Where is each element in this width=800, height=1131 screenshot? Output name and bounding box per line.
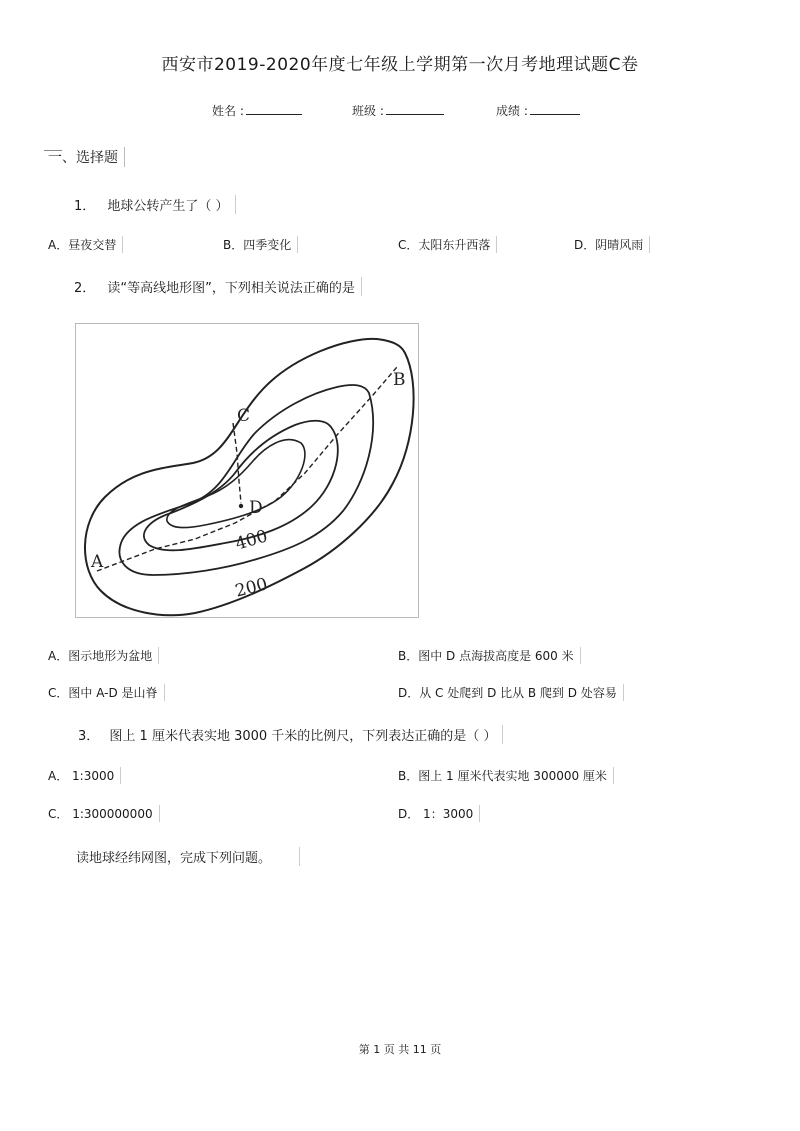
q3-option-a[interactable]: A． 1:3000 [48, 767, 121, 784]
question-text: 地球公转产生了（ ） [107, 199, 229, 214]
q3-option-d[interactable]: D． 1：3000 [398, 805, 480, 822]
page-footer: 第 1 页 共 11 页 [358, 1043, 442, 1056]
q2-option-b[interactable]: B．图中 D 点海拔高度是 600 米 [398, 647, 581, 664]
page-title: 西安市2019-2020年度七年级上学期第一次月考地理试题C卷 [161, 55, 639, 75]
q3-option-b[interactable]: B．图上 1 厘米代表实地 300000 厘米 [398, 767, 614, 784]
q1-option-d[interactable]: D．阴晴风雨 [574, 236, 650, 253]
contour-label-400: 400 [233, 526, 270, 555]
question-number: 3． [78, 729, 100, 744]
name-label: 姓名 : [212, 104, 244, 118]
q1-option-c[interactable]: C．太阳东升西落 [398, 236, 497, 253]
q3-option-c[interactable]: C． 1:300000000 [48, 805, 160, 822]
question-3 [78, 725, 503, 744]
question-text: 读“等高线地形图”，下列相关说法正确的是 [107, 281, 355, 296]
question-1 [74, 195, 236, 214]
q1-option-a[interactable]: A．昼夜交替 [48, 236, 123, 253]
score-blank[interactable] [530, 102, 580, 115]
figure-frame [76, 324, 419, 618]
class-blank[interactable] [386, 102, 444, 115]
section-title: 一、选择题 [48, 147, 125, 167]
q2-option-a[interactable]: A．图示地形为盆地 [48, 647, 159, 664]
question-number: 2． [74, 281, 96, 296]
q2-option-d[interactable]: D．从 C 处爬到 D 比从 B 爬到 D 处容易 [398, 684, 624, 701]
point-label-d: D [249, 498, 263, 518]
point-label-c: C [237, 406, 251, 426]
class-field [352, 102, 444, 119]
point-label-a: A [91, 552, 104, 572]
point-d-marker [239, 504, 243, 508]
question-text: 图上 1 厘米代表实地 3000 千米的比例尺，下列表达正确的是（ ） [109, 729, 497, 744]
name-field [212, 102, 302, 119]
point-label-b: B [393, 370, 406, 390]
contour-map-figure [75, 323, 419, 618]
name-blank[interactable] [246, 102, 302, 115]
reading-passage: 读地球经纬网图，完成下列问题。 [76, 847, 300, 866]
question-2 [74, 277, 362, 296]
question-number: 1． [74, 199, 96, 214]
q2-option-c[interactable]: C．图中 A-D 是山脊 [48, 684, 165, 701]
contour-label-200: 200 [233, 574, 270, 602]
q1-option-b[interactable]: B．四季变化 [223, 236, 298, 253]
score-label: 成绩 : [496, 104, 528, 118]
class-label: 班级 : [352, 104, 384, 118]
score-field [496, 102, 580, 119]
